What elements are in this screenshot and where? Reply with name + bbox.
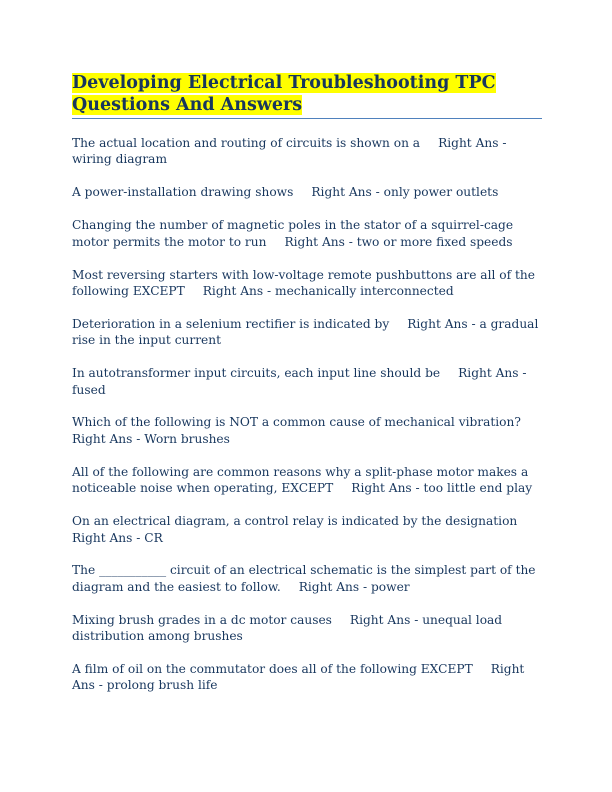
qa-item [72,217,542,250]
question-text: A power-installation drawing shows [72,185,294,200]
question-text: In autotransformer input circuits, each input line should be [72,366,441,381]
answer-text: Right Ans - too little end play [351,481,533,496]
question-text: Which of the following is NOT a common cause of mechanical vibration? [72,415,521,430]
question-text: On an electrical diagram, a control relay is indicated by the designation [72,514,518,529]
qa-item [72,612,542,645]
answer-text: Right Ans - CR [72,530,163,545]
qa-item [72,562,542,595]
question-text: Deterioration in a selenium rectifier is indicated by [72,316,390,331]
qa-item [72,464,542,497]
qa-item [72,184,542,200]
answer-text: Right Ans - mechanically interconnected [202,283,454,298]
document-page [72,72,542,710]
qa-item [72,365,542,398]
question-text: Most reversing starters with low-voltage remote pushbuttons are all of the following EXCEPT [72,267,535,298]
question-text: The actual location and routing of circuits is shown on a [72,136,421,150]
question-text: Mixing brush grades in a dc motor causes [72,612,332,627]
qa-item [72,661,542,694]
question-text: All of the following are common reasons why a split-phase motor makes a noticeable noise when operating, EXCEPT [72,464,529,496]
qa-item [72,316,542,349]
answer-text: Right Ans - only power outlets [311,185,499,200]
answer-text: Right Ans - wiring diagram [72,136,507,167]
answer-text: Right Ans - fused [72,366,527,397]
document-title [72,72,542,118]
answer-text: Right Ans - unequal load distribution among brushes [72,612,503,644]
title-divider [72,118,542,119]
question-text: A film of oil on the commutator does all of the following EXCEPT [72,662,473,677]
answer-text: Right Ans - a gradual rise in the input current [72,316,539,348]
answer-text: Right Ans - prolong brush life [72,662,525,693]
question-text: The ___________ circuit of an electrical schematic is the simplest part of the diagram and the easiest to follow. [72,563,536,594]
qa-item [72,414,542,447]
qa-item [72,513,542,546]
qa-item [72,135,542,168]
answer-text: Right Ans - Worn brushes [72,431,230,446]
answer-text: Right Ans - power [298,579,410,594]
question-text: Changing the number of magnetic poles in the stator of a squirrel-cage motor permits the motor to run [72,218,514,249]
qa-item [72,267,542,300]
title-highlight: Developing Electrical Troubleshooting TPC Questions And Answers [72,73,496,115]
answer-text: Right Ans - two or more fixed speeds [284,234,513,249]
